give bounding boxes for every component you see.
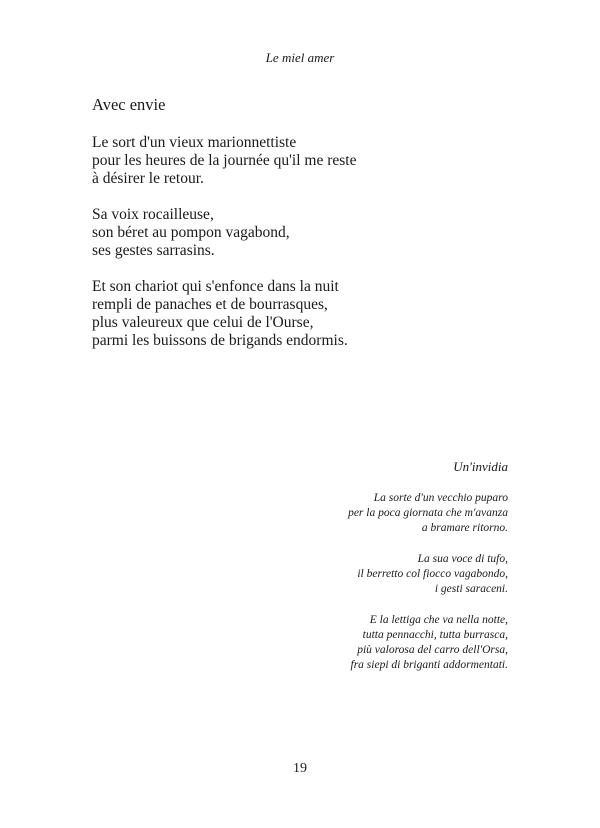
poem-line: Sa voix rocailleuse, (92, 206, 214, 223)
poem-line: Le sort d'un vieux marionnettiste (92, 134, 297, 151)
french-poem (92, 96, 512, 368)
poem-line: La sua voce di tufo, (417, 553, 508, 565)
french-stanza-3 (92, 278, 512, 350)
italian-poem-title: Un'invidia (453, 459, 508, 474)
french-stanza-1 (92, 134, 512, 188)
poem-line: son béret au pompon vagabond, (92, 224, 290, 241)
french-poem-title: Avec envie (92, 95, 166, 114)
poem-line: fra siepi di briganti addormentati. (350, 659, 508, 671)
poem-line: a bramare ritorno. (421, 522, 508, 534)
poem-line: pour les heures de la journée qu'il me reste (92, 152, 357, 169)
poem-line: parmi les buissons de brigands endormis. (92, 332, 348, 349)
poem-line: il berretto col fiocco vagabondo, (357, 568, 508, 580)
poem-line: tutta pennacchi, tutta burrasca, (362, 629, 508, 641)
poem-line: rempli de panaches et de bourrasques, (92, 296, 328, 313)
italian-stanza-3 (208, 613, 508, 673)
poem-line: La sorte d'un vecchio puparo (373, 492, 508, 504)
poem-line: per la poca giornata che m'avanza (348, 507, 508, 519)
italian-stanza-2 (208, 552, 508, 597)
poem-line: i gesti saraceni. (434, 583, 508, 595)
italian-poem (208, 459, 508, 689)
poem-line: à désirer le retour. (92, 170, 204, 187)
poem-line: più valorosa del carro dell'Orsa, (357, 644, 508, 656)
poem-line: E la lettiga che va nella notte, (369, 614, 508, 626)
page-number: 19 (293, 761, 307, 776)
italian-stanza-1 (208, 491, 508, 536)
poem-line: ses gestes sarrasins. (92, 242, 215, 259)
running-head: Le miel amer (265, 50, 335, 65)
french-stanza-2 (92, 206, 512, 260)
poem-line: plus valeureux que celui de l'Ourse, (92, 314, 314, 331)
poem-line: Et son chariot qui s'enfonce dans la nuit (92, 278, 339, 295)
